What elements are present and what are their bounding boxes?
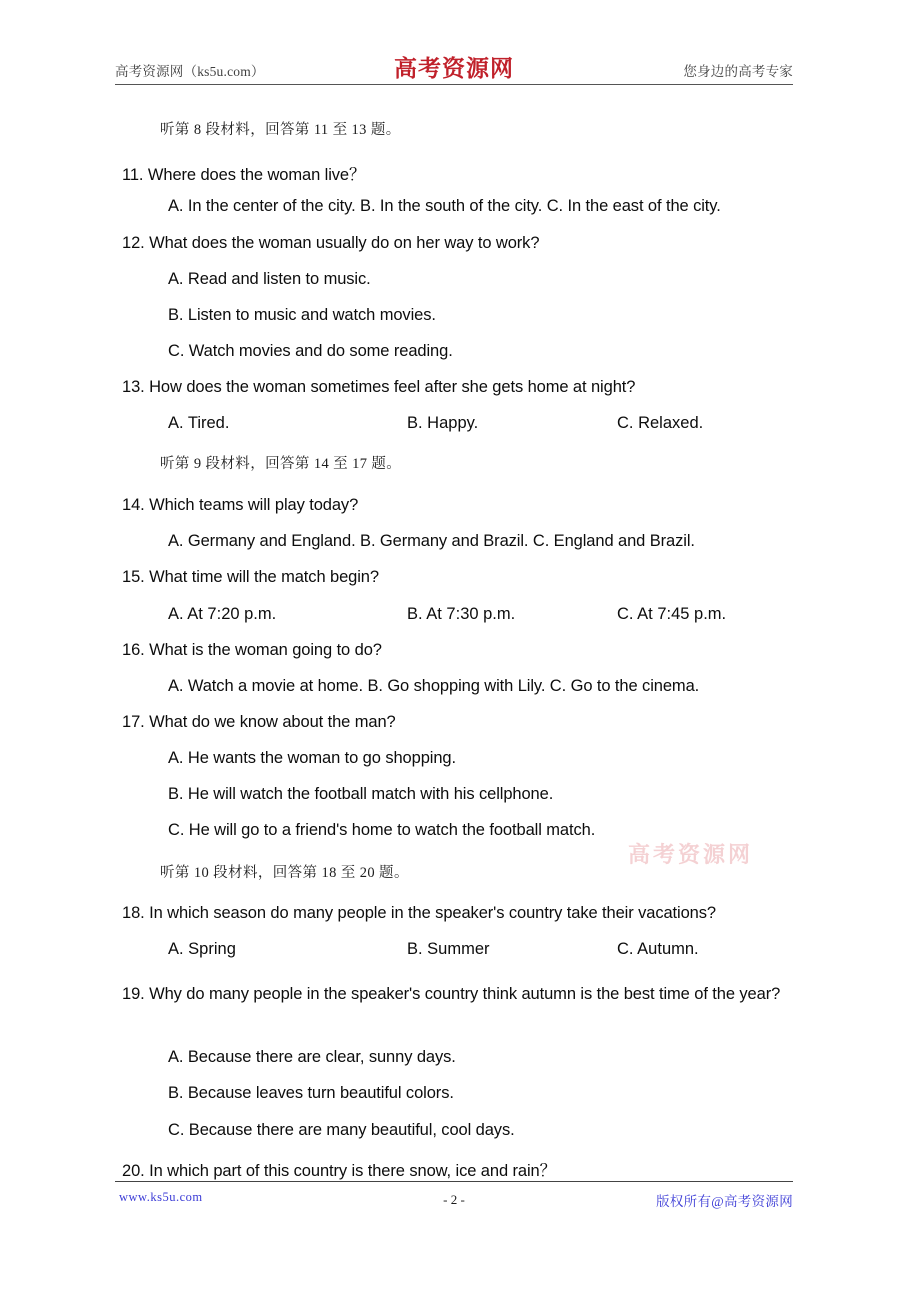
question-16-options: A. Watch a movie at home. B. Go shopping with Lily. C. Go to the cinema. <box>168 677 700 695</box>
direction-section-9: 听第 9 段材料，回答第 14 至 17 题。 <box>160 456 402 472</box>
question-12-option-c: C. Watch movies and do some reading. <box>168 342 453 360</box>
direction-section-10: 听第 10 段材料，回答第 18 至 20 题。 <box>160 865 409 881</box>
question-13-option-b: B. Happy. <box>407 414 479 432</box>
question-17-option-b: B. He will watch the football match with his cellphone. <box>168 785 554 803</box>
footer-page-number: - 2 - <box>443 1192 465 1207</box>
header-divider <box>115 84 793 85</box>
question-13-option-a: A. Tired. <box>168 414 230 432</box>
question-17-option-c: C. He will go to a friend's home to watch the football match. <box>168 821 596 839</box>
question-14-options: A. Germany and England. B. Germany and Brazil. C. England and Brazil. <box>168 532 695 550</box>
question-13-stem: 13. How does the woman sometimes feel after she gets home at night? <box>122 378 636 396</box>
question-15-stem: 15. What time will the match begin? <box>122 568 379 586</box>
header-slogan: 您身边的高考专家 <box>683 64 793 79</box>
question-13-options <box>122 414 800 436</box>
question-19-stem: 19. Why do many people in the speaker's country think autumn is the best time of the year? <box>122 985 781 1003</box>
question-19-option-b: B. Because leaves turn beautiful colors. <box>168 1084 454 1102</box>
direction-section-8: 听第 8 段材料，回答第 11 至 13 题。 <box>160 122 401 138</box>
question-11-stem: 11. Where does the woman live？ <box>122 166 366 184</box>
footer-divider <box>115 1181 793 1182</box>
header-site-name: 高考资源网（ks5u.com） <box>115 64 265 79</box>
question-18-option-b: B. Summer <box>407 940 490 958</box>
question-13-option-c: C. Relaxed. <box>617 414 704 432</box>
question-12-option-a: A. Read and listen to music. <box>168 270 371 288</box>
question-14-stem: 14. Which teams will play today? <box>122 496 359 514</box>
footer-url-link[interactable]: www.ks5u.com <box>119 1190 203 1204</box>
page-header <box>115 52 793 88</box>
question-18-option-c: C. Autumn. <box>617 940 699 958</box>
question-17-option-a: A. He wants the woman to go shopping. <box>168 749 456 767</box>
question-12-stem: 12. What does the woman usually do on her way to work? <box>122 234 540 252</box>
footer-copyright: 版权所有@高考资源网 <box>656 1194 793 1209</box>
question-18-stem: 18. In which season do many people in the speaker's country take their vacations? <box>122 904 716 922</box>
question-12-option-b: B. Listen to music and watch movies. <box>168 306 436 324</box>
question-16-stem: 16. What is the woman going to do? <box>122 641 382 659</box>
question-15-option-c: C. At 7:45 p.m. <box>617 605 727 623</box>
question-19-option-a: A. Because there are clear, sunny days. <box>168 1048 456 1066</box>
question-15-options <box>122 605 800 627</box>
page-watermark: 高考资源网 <box>628 842 754 867</box>
page-footer <box>115 1190 793 1214</box>
question-15-option-b: B. At 7:30 p.m. <box>407 605 516 623</box>
question-20-stem: 20. In which part of this country is there snow, ice and rain？ <box>122 1162 557 1180</box>
question-17-stem: 17. What do we know about the man? <box>122 713 396 731</box>
header-logo: 高考资源网 <box>394 56 514 81</box>
question-11-options: A. In the center of the city. B. In the south of the city. C. In the east of the city. <box>168 197 721 215</box>
question-18-options <box>122 940 800 962</box>
question-19-option-c: C. Because there are many beautiful, cool days. <box>168 1121 515 1139</box>
question-18-option-a: A. Spring <box>168 940 236 958</box>
question-15-option-a: A. At 7:20 p.m. <box>168 605 277 623</box>
